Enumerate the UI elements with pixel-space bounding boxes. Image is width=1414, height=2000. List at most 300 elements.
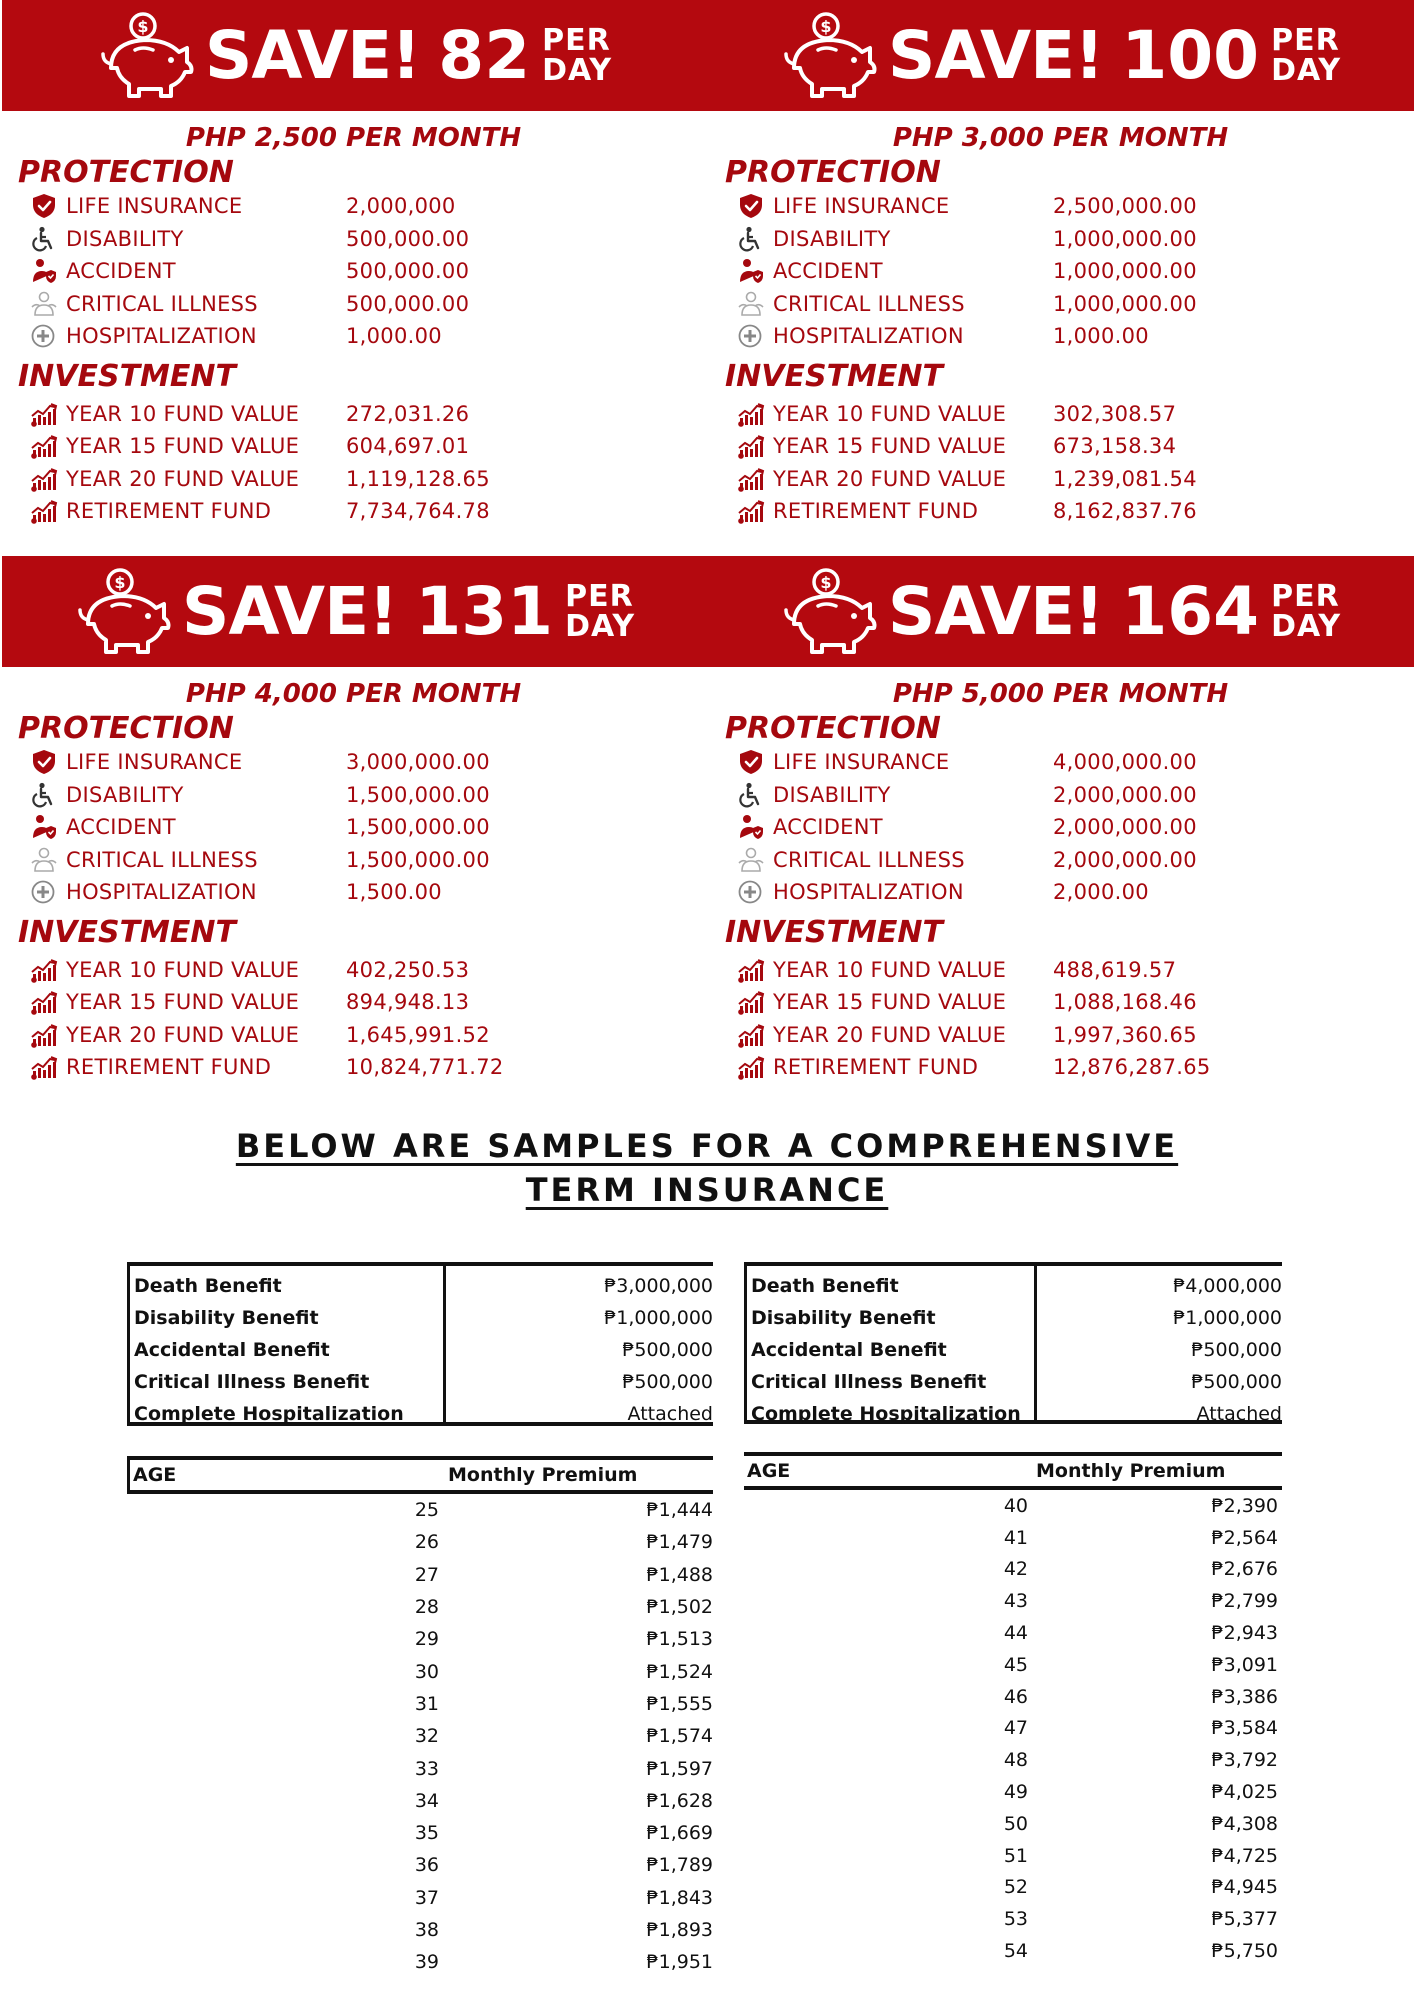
growth-chart-icon (30, 988, 66, 1016)
protection-title: PROTECTION (725, 155, 941, 190)
growth-chart-icon (30, 465, 66, 493)
protection-row (30, 288, 707, 321)
wheelchair-icon (30, 225, 66, 253)
premium-table (744, 1452, 1282, 1967)
premium-cell: ₱2,390 (1211, 1494, 1278, 1517)
premium-cell: ₱4,725 (1211, 1844, 1278, 1867)
benefit-label: Critical Illness Benefit (134, 1371, 370, 1393)
age-cell: 45 (1003, 1653, 1028, 1676)
table-row (127, 1559, 713, 1591)
svg-text:$: $ (114, 572, 126, 592)
age-cell: 49 (1003, 1781, 1028, 1804)
protection-label: DISABILITY (66, 226, 184, 251)
table-row (744, 1744, 1282, 1776)
hospital-cross-icon (30, 878, 66, 906)
investment-value: 673,158.34 (1053, 434, 1177, 459)
monthly-premium: PHP 2,500 PER MONTH (185, 123, 522, 153)
protection-row (737, 320, 1414, 353)
investment-row (737, 1051, 1414, 1084)
protection-label: ACCIDENT (773, 815, 883, 840)
investment-label: RETIREMENT FUND (66, 499, 272, 524)
svg-text:$: $ (820, 16, 832, 36)
investment-value: 10,824,771.72 (346, 1055, 504, 1080)
age-header: AGE (133, 1464, 177, 1486)
benefit-label: Complete Hospitalization (134, 1403, 404, 1425)
table-row (127, 1720, 713, 1752)
premium-cell: ₱1,789 (646, 1854, 713, 1877)
table-row (744, 1903, 1282, 1935)
shield-icon (737, 192, 773, 220)
investment-value: 1,119,128.65 (346, 466, 490, 491)
investment-row (30, 495, 707, 528)
protection-value: 2,000,000 (346, 194, 456, 219)
per-day-label (565, 578, 636, 644)
table-row (744, 1490, 1282, 1522)
critical-illness-icon (737, 846, 773, 874)
protection-title: PROTECTION (18, 711, 234, 746)
protection-value: 500,000.00 (346, 226, 470, 251)
investment-list (30, 954, 707, 1084)
investment-value: 272,031.26 (346, 401, 470, 426)
savings-plan-100 (707, 0, 1414, 528)
protection-row (30, 746, 707, 779)
table-row (127, 1591, 713, 1623)
benefit-value: ₱500,000 (622, 1371, 713, 1393)
protection-row (30, 255, 707, 288)
investment-list (30, 398, 707, 528)
age-cell: 35 (414, 1822, 439, 1845)
table-row (127, 1882, 713, 1914)
per-text: PER (1271, 578, 1340, 614)
investment-title: INVESTMENT (18, 358, 236, 394)
growth-chart-icon (30, 1021, 66, 1049)
benefit-label: Complete Hospitalization (751, 1403, 1021, 1425)
age-cell: 33 (414, 1757, 439, 1780)
table-row (744, 1649, 1282, 1681)
investment-label: YEAR 10 FUND VALUE (773, 957, 1007, 982)
protection-value: 1,000,000.00 (1053, 291, 1197, 316)
premium-cell: ₱5,750 (1211, 1940, 1278, 1963)
term-title-line1: BELOW ARE SAMPLES FOR A COMPREHENSIVE (235, 1127, 1179, 1165)
wheelchair-icon (30, 781, 66, 809)
benefit-value: Attached (627, 1403, 713, 1425)
investment-value: 1,239,081.54 (1053, 466, 1197, 491)
table-row (127, 1785, 713, 1817)
protection-label: LIFE INSURANCE (773, 750, 950, 775)
protection-list (30, 190, 707, 353)
investment-label: YEAR 15 FUND VALUE (66, 990, 300, 1015)
protection-row (30, 190, 707, 223)
protection-label: DISABILITY (773, 782, 891, 807)
protection-value: 1,000.00 (346, 324, 442, 349)
save-label: SAVE! (204, 16, 421, 94)
protection-label: LIFE INSURANCE (773, 194, 950, 219)
protection-value: 1,000,000.00 (1053, 226, 1197, 251)
savings-plan-164 (707, 556, 1414, 1084)
age-cell: 36 (414, 1854, 439, 1877)
benefit-label: Disability Benefit (134, 1307, 319, 1329)
day-text: DAY (542, 52, 613, 88)
protection-value: 3,000,000.00 (346, 750, 490, 775)
protection-value: 2,000.00 (1053, 880, 1149, 905)
protection-value: 2,500,000.00 (1053, 194, 1197, 219)
protection-value: 1,000.00 (1053, 324, 1149, 349)
term-insurance-title (0, 1124, 1414, 1212)
per-day-label (542, 22, 613, 88)
protection-row (30, 844, 707, 877)
protection-row (737, 876, 1414, 909)
protection-value: 500,000.00 (346, 259, 470, 284)
growth-chart-icon (30, 956, 66, 984)
savings-plan-82 (0, 0, 707, 528)
benefit-label: Death Benefit (751, 1275, 899, 1297)
monthly-premium-header: Monthly Premium (1036, 1460, 1226, 1482)
benefit-value: ₱500,000 (622, 1339, 713, 1361)
age-cell: 40 (1003, 1494, 1028, 1517)
investment-label: RETIREMENT FUND (773, 499, 979, 524)
protection-value: 500,000.00 (346, 291, 470, 316)
protection-label: DISABILITY (773, 226, 891, 251)
day-text: DAY (1271, 52, 1342, 88)
piggy-bank-icon (97, 10, 201, 102)
age-cell: 37 (414, 1886, 439, 1909)
premium-cell: ₱1,843 (646, 1886, 713, 1909)
investment-label: YEAR 15 FUND VALUE (773, 434, 1007, 459)
investment-title: INVESTMENT (725, 914, 943, 950)
investment-value: 604,697.01 (346, 434, 470, 459)
table-row (127, 1494, 713, 1526)
protection-list (737, 190, 1414, 353)
protection-label: DISABILITY (66, 782, 184, 807)
monthly-premium: PHP 5,000 PER MONTH (892, 679, 1229, 709)
save-label: SAVE! (181, 572, 398, 650)
benefit-label: Accidental Benefit (134, 1339, 330, 1361)
per-text: PER (542, 22, 611, 58)
investment-label: YEAR 20 FUND VALUE (773, 1022, 1007, 1047)
day-text: DAY (565, 608, 636, 644)
shield-icon (737, 748, 773, 776)
age-cell: 47 (1003, 1717, 1028, 1740)
shield-icon (30, 192, 66, 220)
protection-label: HOSPITALIZATION (773, 880, 964, 905)
investment-row (30, 463, 707, 496)
table-row (127, 1817, 713, 1849)
protection-value: 1,500,000.00 (346, 815, 490, 840)
premium-cell: ₱2,943 (1211, 1622, 1278, 1645)
growth-chart-icon (737, 432, 773, 460)
benefit-value: ₱1,000,000 (1173, 1307, 1282, 1329)
premium-cell: ₱4,308 (1211, 1812, 1278, 1835)
investment-value: 302,308.57 (1053, 401, 1177, 426)
benefit-values (1037, 1266, 1282, 1425)
investment-title: INVESTMENT (725, 358, 943, 394)
protection-label: CRITICAL ILLNESS (66, 291, 258, 316)
benefit-values (446, 1266, 713, 1425)
protection-title: PROTECTION (725, 711, 941, 746)
savings-plan-131 (0, 556, 707, 1084)
growth-chart-icon (737, 956, 773, 984)
protection-row (30, 320, 707, 353)
critical-illness-icon (30, 846, 66, 874)
age-cell: 30 (414, 1660, 439, 1683)
premium-cell: ₱1,513 (646, 1628, 713, 1651)
age-cell: 27 (414, 1563, 439, 1586)
premium-cell: ₱4,025 (1211, 1781, 1278, 1804)
benefit-value: ₱4,000,000 (1173, 1275, 1282, 1297)
protection-value: 1,500.00 (346, 880, 442, 905)
growth-chart-icon (737, 497, 773, 525)
accident-icon (30, 813, 66, 841)
investment-list (737, 398, 1414, 528)
investment-value: 12,876,287.65 (1053, 1055, 1211, 1080)
benefit-labels (747, 1266, 1037, 1425)
investment-label: YEAR 10 FUND VALUE (66, 401, 300, 426)
premium-cell: ₱2,799 (1211, 1590, 1278, 1613)
age-cell: 32 (414, 1725, 439, 1748)
protection-row (737, 255, 1414, 288)
investment-value: 1,088,168.46 (1053, 990, 1197, 1015)
table-row (744, 1522, 1282, 1554)
investment-value: 488,619.57 (1053, 957, 1177, 982)
benefit-table (127, 1262, 713, 1426)
piggy-bank-icon (780, 10, 884, 102)
age-cell: 50 (1003, 1812, 1028, 1835)
age-cell: 28 (414, 1596, 439, 1619)
premium-cell: ₱3,584 (1211, 1717, 1278, 1740)
table-row (127, 1655, 713, 1687)
growth-chart-icon (30, 400, 66, 428)
protection-label: HOSPITALIZATION (773, 324, 964, 349)
table-row (744, 1776, 1282, 1808)
growth-chart-icon (30, 432, 66, 460)
investment-row (30, 954, 707, 987)
investment-label: YEAR 15 FUND VALUE (66, 434, 300, 459)
protection-value: 2,000,000.00 (1053, 815, 1197, 840)
benefit-value: ₱500,000 (1191, 1339, 1282, 1361)
protection-value: 1,500,000.00 (346, 847, 490, 872)
investment-row (737, 1019, 1414, 1052)
per-text: PER (565, 578, 634, 614)
protection-value: 2,000,000.00 (1053, 847, 1197, 872)
protection-label: LIFE INSURANCE (66, 194, 243, 219)
investment-row (30, 430, 707, 463)
growth-chart-icon (737, 1021, 773, 1049)
accident-icon (737, 257, 773, 285)
term-title-line2: TERM INSURANCE (525, 1171, 889, 1209)
table-row (127, 1623, 713, 1655)
table-row (127, 1914, 713, 1946)
monthly-premium: PHP 4,000 PER MONTH (185, 679, 522, 709)
premium-rows (127, 1494, 713, 1978)
protection-row (737, 844, 1414, 877)
investment-value: 7,734,764.78 (346, 499, 490, 524)
per-day-label (1271, 22, 1342, 88)
benefit-label: Accidental Benefit (751, 1339, 947, 1361)
critical-illness-icon (737, 290, 773, 318)
save-amount: 131 (415, 572, 554, 650)
table-row (127, 1946, 713, 1978)
investment-title: INVESTMENT (18, 914, 236, 950)
protection-label: CRITICAL ILLNESS (773, 291, 965, 316)
age-cell: 46 (1003, 1685, 1028, 1708)
shield-icon (30, 748, 66, 776)
investment-label: RETIREMENT FUND (773, 1055, 979, 1080)
premium-cell: ₱2,676 (1211, 1558, 1278, 1581)
piggy-bank-icon (780, 566, 884, 658)
table-row (744, 1808, 1282, 1840)
hospital-cross-icon (737, 322, 773, 350)
protection-label: HOSPITALIZATION (66, 880, 257, 905)
age-cell: 41 (1003, 1526, 1028, 1549)
protection-value: 2,000,000.00 (1053, 782, 1197, 807)
protection-label: LIFE INSURANCE (66, 750, 243, 775)
investment-label: YEAR 10 FUND VALUE (66, 957, 300, 982)
investment-list (737, 954, 1414, 1084)
premium-cell: ₱2,564 (1211, 1526, 1278, 1549)
table-row (127, 1688, 713, 1720)
benefit-label: Death Benefit (134, 1275, 282, 1297)
premium-cell: ₱1,669 (646, 1822, 713, 1845)
protection-row (737, 223, 1414, 256)
investment-value: 402,250.53 (346, 957, 470, 982)
premium-cell: ₱1,893 (646, 1919, 713, 1941)
protection-row (737, 811, 1414, 844)
investment-label: YEAR 20 FUND VALUE (66, 466, 300, 491)
protection-row (30, 876, 707, 909)
premium-cell: ₱1,524 (646, 1660, 713, 1683)
age-cell: 31 (414, 1692, 439, 1715)
age-cell: 42 (1003, 1558, 1028, 1581)
premium-cell: ₱1,502 (646, 1596, 713, 1619)
save-banner (707, 0, 1414, 111)
premium-cell: ₱3,386 (1211, 1685, 1278, 1708)
piggy-bank-icon (74, 566, 178, 658)
investment-row (30, 1051, 707, 1084)
premium-table (127, 1456, 713, 1978)
accident-icon (737, 813, 773, 841)
protection-row (737, 190, 1414, 223)
wheelchair-icon (737, 225, 773, 253)
save-amount: 164 (1121, 572, 1260, 650)
table-row (744, 1872, 1282, 1904)
protection-title: PROTECTION (18, 155, 234, 190)
save-amount: 82 (438, 16, 531, 94)
benefit-label: Critical Illness Benefit (751, 1371, 987, 1393)
benefit-labels (130, 1266, 446, 1425)
premium-cell: ₱1,444 (646, 1499, 713, 1522)
premium-cell: ₱3,792 (1211, 1749, 1278, 1772)
age-cell: 26 (414, 1531, 439, 1554)
protection-value: 4,000,000.00 (1053, 750, 1197, 775)
premium-cell: ₱1,951 (646, 1951, 713, 1974)
protection-label: CRITICAL ILLNESS (773, 847, 965, 872)
table-row (127, 1526, 713, 1558)
wheelchair-icon (737, 781, 773, 809)
investment-label: YEAR 10 FUND VALUE (773, 401, 1007, 426)
age-cell: 38 (414, 1919, 439, 1941)
table-row (744, 1681, 1282, 1713)
monthly-premium: PHP 3,000 PER MONTH (892, 123, 1229, 153)
premium-cell: ₱1,597 (646, 1757, 713, 1780)
table-row (744, 1585, 1282, 1617)
table-row (127, 1849, 713, 1881)
premium-cell: ₱1,555 (646, 1692, 713, 1715)
premium-cell: ₱1,574 (646, 1725, 713, 1748)
investment-label: YEAR 20 FUND VALUE (773, 466, 1007, 491)
svg-text:$: $ (820, 572, 832, 592)
age-cell: 39 (414, 1951, 439, 1974)
save-label: SAVE! (887, 16, 1104, 94)
premium-cell: ₱1,479 (646, 1531, 713, 1554)
premium-cell: ₱1,488 (646, 1563, 713, 1586)
table-row (744, 1713, 1282, 1745)
premium-cell: ₱3,091 (1211, 1653, 1278, 1676)
investment-row (737, 495, 1414, 528)
investment-row (30, 398, 707, 431)
hospital-cross-icon (737, 878, 773, 906)
benefit-value: ₱500,000 (1191, 1371, 1282, 1393)
protection-row (30, 811, 707, 844)
protection-row (737, 746, 1414, 779)
investment-value: 1,645,991.52 (346, 1022, 490, 1047)
critical-illness-icon (30, 290, 66, 318)
accident-icon (30, 257, 66, 285)
age-cell: 29 (414, 1628, 439, 1651)
save-amount: 100 (1121, 16, 1260, 94)
save-banner (707, 556, 1414, 667)
save-banner (2, 556, 707, 667)
investment-row (737, 398, 1414, 431)
protection-label: ACCIDENT (773, 259, 883, 284)
age-cell: 44 (1003, 1622, 1028, 1645)
per-day-label (1271, 578, 1342, 644)
benefit-value: ₱3,000,000 (604, 1275, 713, 1297)
svg-text:$: $ (137, 16, 149, 36)
growth-chart-icon (737, 1053, 773, 1081)
age-cell: 34 (414, 1789, 439, 1812)
benefit-value: Attached (1196, 1403, 1282, 1425)
age-cell: 48 (1003, 1749, 1028, 1772)
table-row (127, 1752, 713, 1784)
age-cell: 51 (1003, 1844, 1028, 1867)
benefit-value: ₱1,000,000 (604, 1307, 713, 1329)
premium-rows (744, 1490, 1282, 1967)
age-header: AGE (747, 1460, 791, 1482)
per-text: PER (1271, 22, 1340, 58)
protection-value: 1,500,000.00 (346, 782, 490, 807)
protection-row (737, 779, 1414, 812)
hospital-cross-icon (30, 322, 66, 350)
investment-row (30, 1019, 707, 1052)
investment-row (30, 986, 707, 1019)
table-row (744, 1554, 1282, 1586)
growth-chart-icon (737, 988, 773, 1016)
premium-table-header (744, 1452, 1282, 1490)
investment-value: 8,162,837.76 (1053, 499, 1197, 524)
day-text: DAY (1271, 608, 1342, 644)
benefit-label: Disability Benefit (751, 1307, 936, 1329)
monthly-premium-header: Monthly Premium (448, 1464, 638, 1486)
age-cell: 25 (414, 1499, 439, 1522)
protection-value: 1,000,000.00 (1053, 259, 1197, 284)
growth-chart-icon (737, 465, 773, 493)
investment-row (737, 986, 1414, 1019)
save-banner (2, 0, 707, 111)
investment-row (737, 430, 1414, 463)
age-cell: 43 (1003, 1590, 1028, 1613)
protection-label: ACCIDENT (66, 259, 176, 284)
investment-label: RETIREMENT FUND (66, 1055, 272, 1080)
